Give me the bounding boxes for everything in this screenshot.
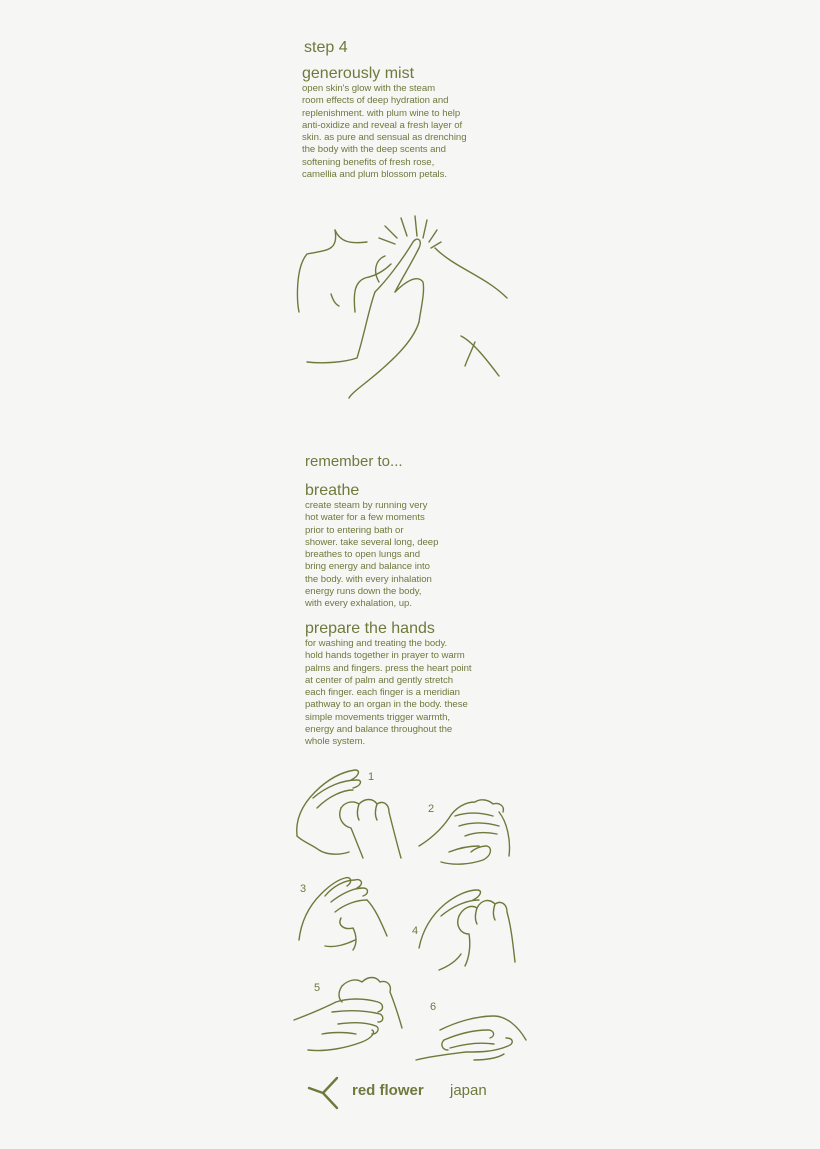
brand-name: red flower — [352, 1082, 424, 1099]
step-title: generously mist — [302, 65, 415, 82]
breathe-title: breathe — [305, 482, 360, 499]
hand-step-4-illustration — [415, 886, 517, 972]
hand-step-6-illustration — [414, 1010, 530, 1066]
hands-body: for washing and treating the body. hold hands together in prayer to warm palms and fingers. press the heart point at center of palm and gently stretch each finger. each finger is a meridian pathway to an organ in the body. these simple movements trigger warmth, energy and balance throughout the whole system. — [305, 638, 472, 748]
hand-step-number: 3 — [300, 883, 307, 895]
step-label: step 4 — [304, 39, 348, 56]
step-body: open skin's glow with the steam room effects of deep hydration and replenishment. with plum wine to help anti-oxidize and reveal a fresh layer of skin. as pure and sensual as drenching the body with the deep scents and softening benefits of fresh rose, camellia and plum blossom petals. — [302, 83, 467, 181]
hand-step-number: 1 — [368, 771, 375, 783]
hand-step-3-illustration — [295, 872, 395, 952]
misting-shoulder-illustration — [295, 212, 515, 402]
remember-heading: remember to... — [305, 453, 403, 470]
brand-location: japan — [450, 1082, 487, 1099]
hand-step-number: 4 — [412, 925, 419, 937]
hands-title: prepare the hands — [305, 620, 435, 637]
hand-step-number: 2 — [428, 803, 435, 815]
breathe-body: create steam by running very hot water for a few moments prior to entering bath or shower. take several long, deep breathes to open lungs and bring energy and balance into the body. with every inhalation energy runs down the body, with every exhalation, up. — [305, 500, 439, 610]
hand-step-5-illustration — [292, 974, 404, 1054]
hand-step-number: 5 — [314, 982, 321, 994]
hand-step-number: 6 — [430, 1001, 437, 1013]
hand-step-1-illustration — [293, 768, 403, 860]
branch-logo-icon — [307, 1076, 341, 1110]
